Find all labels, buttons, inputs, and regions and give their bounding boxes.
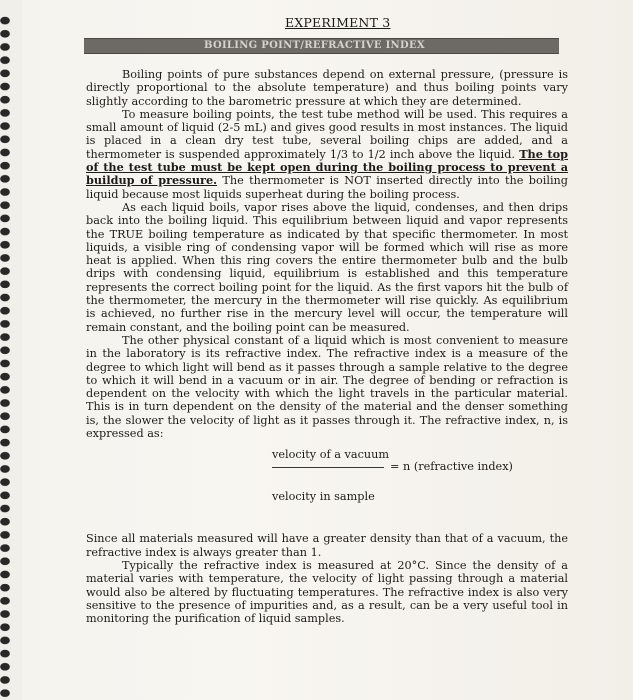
document-body xyxy=(86,68,568,625)
section-banner-label: BOILING POINT/REFRACTIVE INDEX xyxy=(204,40,425,51)
fraction-bar xyxy=(272,467,384,468)
paragraph-boiling-pressure: Boiling points of pure substances depend on external pressure, (pressure is directly proportional to the absolute temperature) and thus boiling points vary slightly according to the barometric pressure at which they are determined. xyxy=(86,68,568,108)
spiral-binding xyxy=(0,0,23,700)
thermometer-note: The thermometer is NOT inserted directly into the boiling liquid because most liquids superheat during the boiling process. xyxy=(86,174,568,201)
refractive-index-formula xyxy=(86,442,568,520)
test-tube-method-text: To measure boiling points, the test tube method will be used. This requires a small amount of liquid (2-5 mL) and gives good results in most instances. The liquid is placed in a clean dry test tube, several boiling chips are added, and a thermometer is suspended approximately 1/3 to 1/2 inch above the liquid. xyxy=(86,107,568,161)
paragraph-temperature: Typically the refractive index is measured at 20°C. Since the density of a material varies with temperature, the velocity of light passing through a material would also be altered by fluctuating temperatures. The refractive index is also very sensitive to the presence of impurities and, as a result, can be a very useful tool in monitoring the purification of liquid samples. xyxy=(86,558,568,626)
page-title: EXPERIMENT 3 xyxy=(285,15,391,30)
formula-numerator: velocity of a vacuum xyxy=(272,448,390,462)
paragraph-equilibrium: As each liquid boils, vapor rises above the liquid, condenses, and then drips back into the boiling liquid. This equilibrium between liquid and vapor represents the TRUE boiling temperature as indicated by that specific thermometer. In most liquids, a visible ring of condensing vapor will be formed which will rise as more heat is applied. When this ring covers the entire thermometer bulb and the bulb drips with condensing liquid, equilibrium is established and this temperature represents the correct boiling point for the liquid. As the first vapors hit the bulb of the thermometer, the mercury in the thermometer will rise quickly. As equilibrium is achieved, no further rise in the mercury level will occur, the temperature will remain constant, and the boiling point can be measured. xyxy=(86,200,568,334)
section-banner xyxy=(84,38,559,54)
paragraph-refractive-index: The other physical constant of a liquid which is most convenient to measure in the laboratory is its refractive index. The refractive index is a measure of the degree to which light will bend as it passes through a sample relative to the degree to which it will bend in a vacuum or in air. The degree of bending or refraction is dependent on the velocity with which the light travels in the particular material. This is in turn dependent on the density of the material and the denser something is, the slower the velocity of light as it passes through it. The refractive index, n, is expressed as: xyxy=(86,333,568,441)
paragraph-density-note: Since all materials measured will have a greater density than that of a vacuum, the refractive index is always greater than 1. xyxy=(86,532,568,559)
document-page xyxy=(22,0,633,700)
formula-denominator: velocity in sample xyxy=(272,490,375,504)
paragraph-test-tube-method xyxy=(86,108,568,201)
test-tube-warning: The top of the test tube must be kept open during the boiling process to prevent a buildup of pressure. xyxy=(86,146,568,188)
binding-holes xyxy=(0,14,14,700)
formula-result: = n (refractive index) xyxy=(390,460,513,474)
